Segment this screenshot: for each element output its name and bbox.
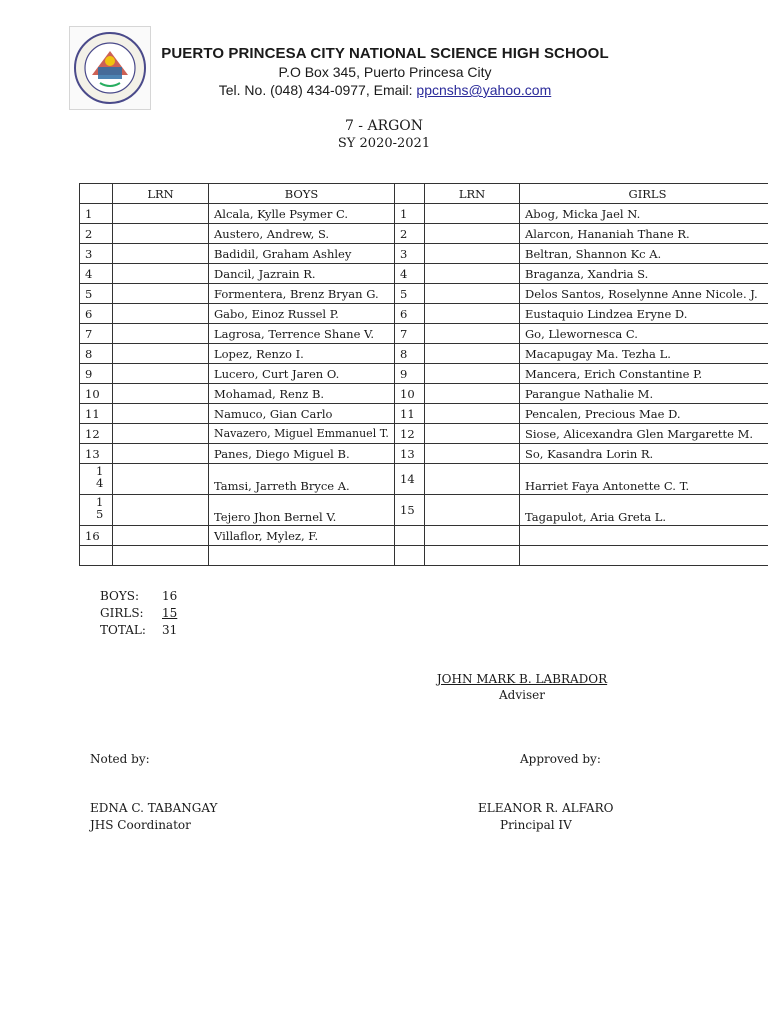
boy-lrn bbox=[113, 204, 209, 224]
table-row bbox=[80, 424, 768, 444]
boy-lrn bbox=[113, 404, 209, 424]
boy-number: 8 bbox=[80, 344, 113, 364]
boy-name: Tejero Jhon Bernel V. bbox=[209, 495, 395, 526]
girl-lrn bbox=[425, 444, 520, 464]
girl-number: 5 bbox=[395, 284, 425, 304]
girl-number bbox=[395, 526, 425, 546]
boy-number: 7 bbox=[80, 324, 113, 344]
table-row bbox=[80, 304, 768, 324]
boy-lrn bbox=[113, 324, 209, 344]
girl-lrn bbox=[425, 204, 520, 224]
header-girls: GIRLS bbox=[520, 184, 768, 204]
girl-lrn bbox=[425, 464, 520, 495]
school-seal-logo bbox=[69, 26, 151, 110]
girl-name: Siose, Alicexandra Glen Margarette M. bbox=[520, 424, 768, 444]
school-contact bbox=[150, 82, 620, 98]
boys-count-label: BOYS: bbox=[100, 589, 140, 603]
boy-lrn bbox=[113, 264, 209, 284]
table-row bbox=[80, 404, 768, 424]
approved-by-label: Approved by: bbox=[520, 752, 601, 766]
boy-name bbox=[209, 546, 395, 566]
boy-lrn bbox=[113, 495, 209, 526]
girl-name: Braganza, Xandria S. bbox=[520, 264, 768, 284]
header-boys: BOYS bbox=[209, 184, 395, 204]
girl-number: 12 bbox=[395, 424, 425, 444]
table-row bbox=[80, 444, 768, 464]
girl-number: 10 bbox=[395, 384, 425, 404]
girl-lrn bbox=[425, 244, 520, 264]
girl-number: 3 bbox=[395, 244, 425, 264]
boy-number: 12 bbox=[80, 424, 113, 444]
girl-lrn bbox=[425, 284, 520, 304]
boy-number: 1 bbox=[80, 204, 113, 224]
table-row bbox=[80, 204, 768, 224]
boy-number bbox=[80, 546, 113, 566]
girl-number: 1 bbox=[395, 204, 425, 224]
boy-name: Badidil, Graham Ashley bbox=[209, 244, 395, 264]
table-row bbox=[80, 464, 768, 495]
coordinator-name: EDNA C. TABANGAY bbox=[90, 801, 218, 815]
boy-name: Alcala, Kylle Psymer C. bbox=[209, 204, 395, 224]
girl-number: 11 bbox=[395, 404, 425, 424]
girl-lrn bbox=[425, 264, 520, 284]
boy-lrn bbox=[113, 364, 209, 384]
header-girls-number bbox=[395, 184, 425, 204]
girl-lrn bbox=[425, 324, 520, 344]
boy-name: Tamsi, Jarreth Bryce A. bbox=[209, 464, 395, 495]
total-count: 31 bbox=[162, 623, 178, 637]
boy-number: 3 bbox=[80, 244, 113, 264]
girl-lrn bbox=[425, 404, 520, 424]
girls-count: 15 bbox=[162, 606, 178, 620]
school-name: PUERTO PRINCESA CITY NATIONAL SCIENCE HIGH SCHOOL bbox=[161, 45, 609, 62]
boy-number: 10 bbox=[80, 384, 113, 404]
boy-name: Dancil, Jazrain R. bbox=[209, 264, 395, 284]
boy-lrn bbox=[113, 384, 209, 404]
girl-number: 9 bbox=[395, 364, 425, 384]
section-name: 7 - ARGON bbox=[344, 118, 424, 134]
boy-number: 2 bbox=[80, 224, 113, 244]
girl-name: Tagapulot, Aria Greta L. bbox=[520, 495, 768, 526]
table-row bbox=[80, 495, 768, 526]
girl-lrn bbox=[425, 384, 520, 404]
girl-number: 4 bbox=[395, 264, 425, 284]
boy-lrn bbox=[113, 424, 209, 444]
table-row bbox=[80, 244, 768, 264]
school-address: P.O Box 345, Puerto Princesa City bbox=[278, 64, 492, 80]
header-boys-lrn: LRN bbox=[113, 184, 209, 204]
girl-name: Eustaquio Lindzea Eryne D. bbox=[520, 304, 768, 324]
boy-number: 16 bbox=[80, 526, 113, 546]
boy-name: Formentera, Brenz Bryan G. bbox=[209, 284, 395, 304]
boy-number: 5 bbox=[80, 284, 113, 304]
principal-name: ELEANOR R. ALFARO bbox=[478, 801, 614, 815]
girl-name: Beltran, Shannon Kc A. bbox=[520, 244, 768, 264]
girl-lrn bbox=[425, 424, 520, 444]
girl-lrn bbox=[425, 546, 520, 566]
girl-lrn bbox=[425, 526, 520, 546]
table-header-row bbox=[80, 184, 768, 204]
coordinator-title: JHS Coordinator bbox=[90, 818, 191, 832]
header-girls-lrn: LRN bbox=[425, 184, 520, 204]
girl-number: 7 bbox=[395, 324, 425, 344]
girl-name: Harriet Faya Antonette C. T. bbox=[520, 464, 768, 495]
boy-name: Panes, Diego Miguel B. bbox=[209, 444, 395, 464]
table-row bbox=[80, 364, 768, 384]
girl-lrn bbox=[425, 344, 520, 364]
header-boys-number bbox=[80, 184, 113, 204]
boy-name: Lucero, Curt Jaren O. bbox=[209, 364, 395, 384]
boy-lrn bbox=[113, 224, 209, 244]
table-row bbox=[80, 546, 768, 566]
girl-number: 13 bbox=[395, 444, 425, 464]
boy-name: Lopez, Renzo I. bbox=[209, 344, 395, 364]
girl-number: 8 bbox=[395, 344, 425, 364]
girl-name: Abog, Micka Jael N. bbox=[520, 204, 768, 224]
girl-name: Macapugay Ma. Tezha L. bbox=[520, 344, 768, 364]
boy-lrn bbox=[113, 244, 209, 264]
boy-name: Austero, Andrew, S. bbox=[209, 224, 395, 244]
table-row bbox=[80, 264, 768, 284]
girl-number: 6 bbox=[395, 304, 425, 324]
girl-name bbox=[520, 546, 768, 566]
email-link[interactable]: ppcnshs@yahoo.com bbox=[416, 82, 552, 98]
total-count-label: TOTAL: bbox=[100, 623, 146, 637]
girl-name: Pencalen, Precious Mae D. bbox=[520, 404, 768, 424]
boy-lrn bbox=[113, 304, 209, 324]
boy-lrn bbox=[113, 464, 209, 495]
boy-name: Mohamad, Renz B. bbox=[209, 384, 395, 404]
school-year: SY 2020-2021 bbox=[337, 136, 431, 151]
boy-number: 1 4 bbox=[80, 464, 113, 495]
boy-lrn bbox=[113, 344, 209, 364]
boy-name: Villaflor, Mylez, F. bbox=[209, 526, 395, 546]
table-row bbox=[80, 344, 768, 364]
boy-number: 13 bbox=[80, 444, 113, 464]
girl-number: 2 bbox=[395, 224, 425, 244]
adviser-title: Adviser bbox=[499, 688, 545, 702]
girl-number: 14 bbox=[395, 464, 425, 495]
girl-lrn bbox=[425, 224, 520, 244]
girl-name: Parangue Nathalie M. bbox=[520, 384, 768, 404]
boy-name: Navazero, Miguel Emmanuel T. bbox=[209, 424, 395, 444]
girl-lrn bbox=[425, 304, 520, 324]
girl-name: Alarcon, Hananiah Thane R. bbox=[520, 224, 768, 244]
boy-name: Lagrosa, Terrence Shane V. bbox=[209, 324, 395, 344]
table-row bbox=[80, 284, 768, 304]
principal-title: Principal IV bbox=[500, 818, 572, 832]
boy-number: 1 5 bbox=[80, 495, 113, 526]
girl-name: Delos Santos, Roselynne Anne Nicole. J. bbox=[520, 284, 768, 304]
table-row bbox=[80, 224, 768, 244]
girl-name bbox=[520, 526, 768, 546]
boy-lrn bbox=[113, 444, 209, 464]
boy-number: 6 bbox=[80, 304, 113, 324]
boy-lrn bbox=[113, 526, 209, 546]
girl-name: Mancera, Erich Constantine P. bbox=[520, 364, 768, 384]
table-row bbox=[80, 526, 768, 546]
table-row bbox=[80, 384, 768, 404]
girl-number bbox=[395, 546, 425, 566]
girl-name: So, Kasandra Lorin R. bbox=[520, 444, 768, 464]
boy-lrn bbox=[113, 546, 209, 566]
boy-name: Gabo, Einoz Russel P. bbox=[209, 304, 395, 324]
totals-summary bbox=[100, 588, 177, 639]
noted-by-label: Noted by: bbox=[90, 752, 150, 766]
girl-lrn bbox=[425, 364, 520, 384]
tel-text: Tel. No. (048) 434-0977, Email: bbox=[218, 82, 417, 98]
boy-number: 9 bbox=[80, 364, 113, 384]
boy-name: Namuco, Gian Carlo bbox=[209, 404, 395, 424]
boy-number: 11 bbox=[80, 404, 113, 424]
girl-number: 15 bbox=[395, 495, 425, 526]
girls-count-label: GIRLS: bbox=[100, 606, 144, 620]
boy-lrn bbox=[113, 284, 209, 304]
girl-lrn bbox=[425, 495, 520, 526]
girl-name: Go, Llewornesca C. bbox=[520, 324, 768, 344]
boy-number: 4 bbox=[80, 264, 113, 284]
class-roster-table bbox=[79, 183, 768, 566]
boys-count: 16 bbox=[162, 589, 178, 603]
adviser-name: JOHN MARK B. LABRADOR bbox=[436, 672, 608, 686]
table-row bbox=[80, 324, 768, 344]
